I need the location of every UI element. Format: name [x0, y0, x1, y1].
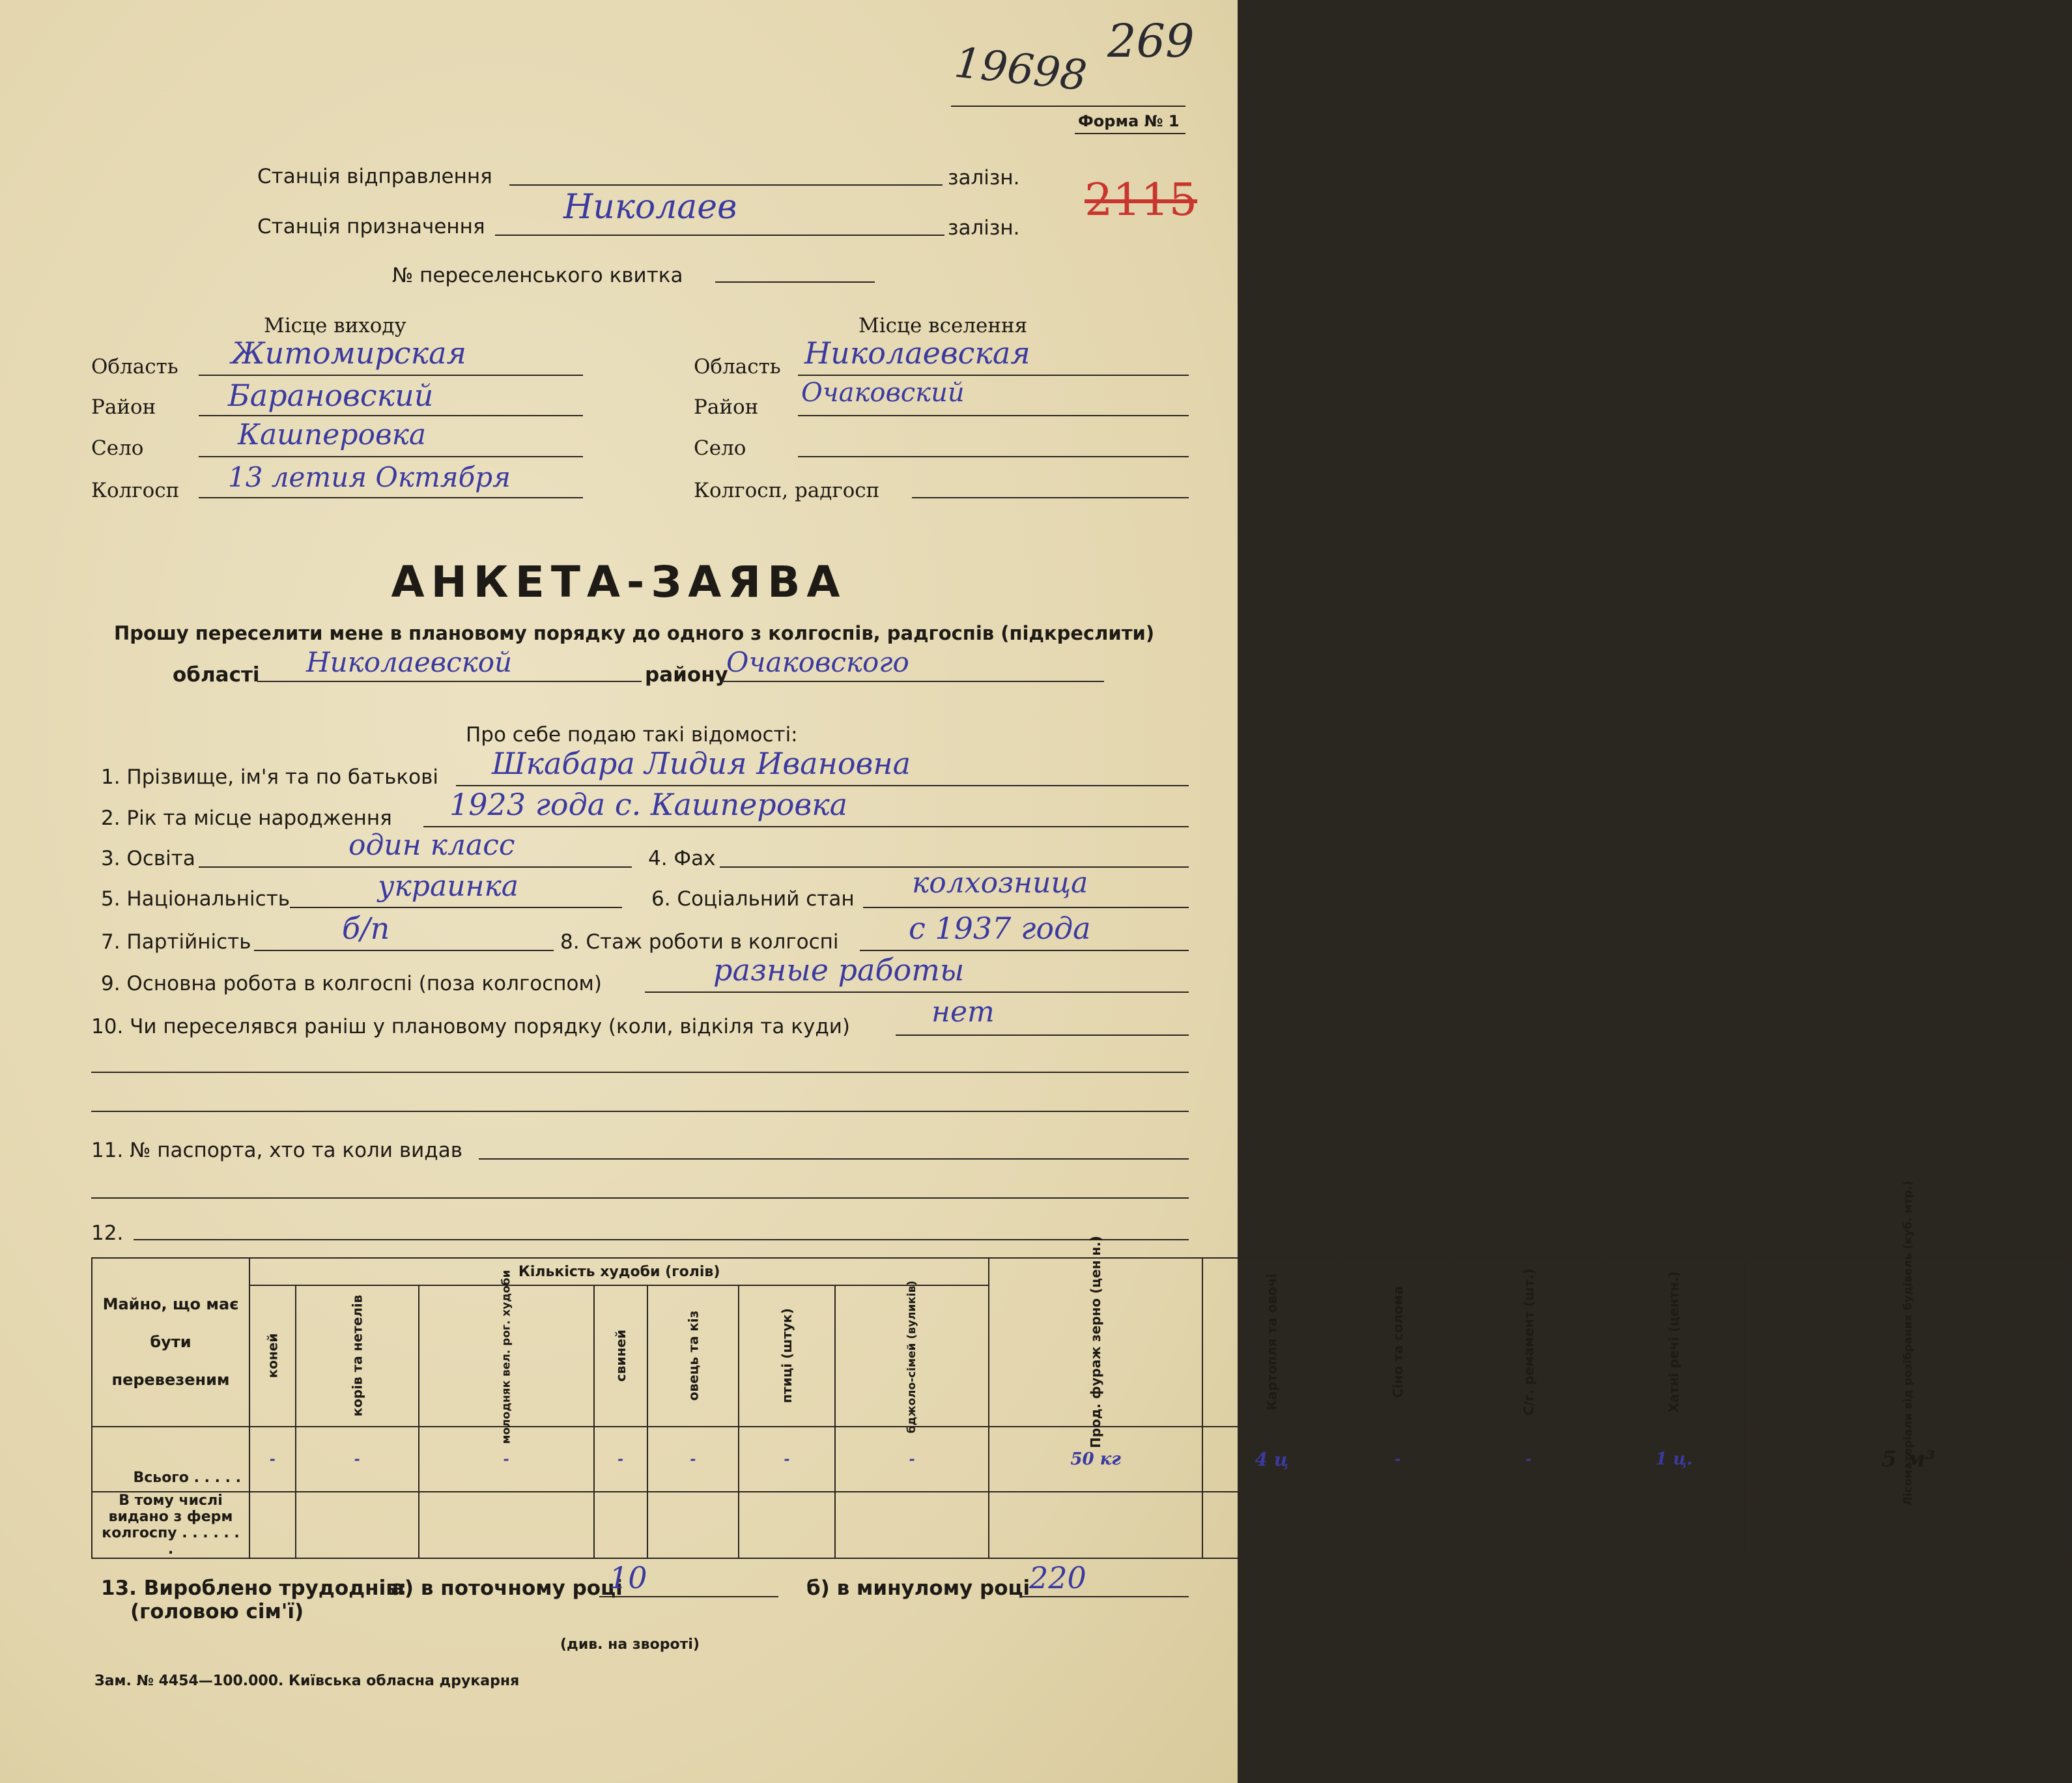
see-back-note: (див. на звороті)	[560, 1636, 700, 1653]
destination-railway-suffix: залізн.	[948, 216, 1020, 240]
field-3-value: один класс	[348, 829, 515, 862]
printer-note: Зам. № 4454—100.000. Київська обласна друкарня	[94, 1673, 520, 1689]
destination-oblast-label: Область	[694, 355, 781, 378]
total-cell: -	[1341, 1427, 1455, 1492]
field-9-label: 9. Основна робота в колгоспі (поза колгоспом)	[101, 972, 602, 995]
request-raion-value: Очаковского	[726, 646, 909, 678]
workdays-previous-line	[1019, 1596, 1189, 1597]
archive-underline	[951, 106, 1185, 107]
livestock-group-label: Кількість худоби (голів)	[518, 1263, 720, 1280]
destination-oblast-line	[798, 375, 1189, 376]
field-2-value: 1923 года с. Кашперовка	[449, 787, 848, 822]
origin-oblast-line	[199, 375, 583, 376]
origin-raion-line	[199, 415, 583, 416]
col-header-11: Хатні речі (центн.)	[1602, 1258, 1745, 1427]
origin-selo-label: Село	[91, 436, 144, 460]
field-3-line	[199, 866, 632, 868]
total-cell: 1 ц.	[1602, 1427, 1745, 1492]
field-11-label: 11. № паспорта, хто та коли видав	[91, 1139, 462, 1162]
destination-raion-value: Очаковский	[801, 378, 965, 408]
field-9-line	[645, 991, 1189, 993]
destination-kolhosp-label: Колгосп, радгосп	[694, 479, 880, 502]
request-oblast-value: Николаевской	[306, 646, 513, 678]
origin-oblast-label: Область	[91, 355, 178, 378]
row-farm-label: В тому числі видано з ферм колгоспу . . . . . . .	[92, 1492, 249, 1558]
intro-text: Про себе подаю такі відомості:	[466, 723, 798, 747]
field-7-line	[254, 950, 554, 951]
form-title: АНКЕТА-ЗАЯВА	[391, 557, 847, 607]
field-10-value: нет	[931, 995, 995, 1029]
field-5-line	[290, 907, 622, 908]
destination-raion-line	[798, 415, 1189, 416]
property-header-label: Майно, що має бути перевезеним	[102, 1294, 239, 1389]
total-cell: -	[594, 1427, 647, 1492]
destination-kolhosp-line	[912, 497, 1189, 498]
origin-kolhosp-line	[199, 497, 583, 498]
ticket-label: № переселенського квитка	[392, 264, 683, 287]
total-cell: 5 м³	[1745, 1427, 2071, 1492]
field-1-label: 1. Прізвище, ім'я та по батькові	[101, 765, 438, 789]
col-header-0: коней	[249, 1285, 296, 1427]
total-cell: -	[249, 1427, 296, 1492]
origin-selo-value: Кашперовка	[238, 418, 427, 451]
workdays-previous-value: 220	[1029, 1560, 1086, 1595]
destination-station-label: Станція призначення	[257, 215, 485, 238]
workdays-previous-label: б) в минулому році	[806, 1576, 1030, 1600]
col-header-10: С/г. ремамент (шт.)	[1455, 1258, 1603, 1427]
field-7-value: б/п	[342, 911, 390, 946]
col-header-4: овець та кіз	[647, 1285, 739, 1427]
destination-raion-label: Район	[694, 395, 759, 419]
destination-selo-label: Село	[694, 436, 746, 460]
field-10-line-2	[91, 1072, 1189, 1073]
departure-railway-suffix: залізн.	[948, 166, 1020, 190]
red-number: 2115	[1085, 175, 1198, 226]
request-oblast-line	[257, 681, 642, 682]
field-1-value: Шкабара Лидия Ивановна	[492, 746, 911, 781]
field-1-line	[456, 785, 1189, 786]
request-oblast-label: області	[173, 663, 260, 687]
col-header-7: Прод. фураж зерно (цен н.)	[989, 1258, 1202, 1427]
field-7-label: 7. Партійність	[101, 930, 251, 954]
destination-oblast-value: Николаевская	[804, 335, 1030, 371]
col-header-9: Сіно та солома	[1341, 1258, 1455, 1427]
field-5-label: 5. Національність	[101, 887, 291, 911]
origin-raion-value: Барановский	[228, 378, 434, 413]
workdays-current-label: а) в поточному році	[391, 1576, 623, 1600]
total-cell: -	[739, 1427, 835, 1492]
field-9-value: разные работы	[713, 952, 965, 988]
col-header-8: Картопля та овочі	[1202, 1258, 1341, 1427]
field-10-line-3	[91, 1111, 1189, 1112]
property-header	[92, 1258, 249, 1427]
field-8-line	[860, 950, 1189, 951]
page-number: 269	[1107, 14, 1195, 68]
total-cell: -	[296, 1427, 419, 1492]
field-2-label: 2. Рік та місце народження	[101, 806, 392, 830]
origin-raion-label: Район	[91, 395, 156, 419]
destination-heading: Місце вселення	[859, 314, 1028, 337]
livestock-group-header	[249, 1258, 989, 1285]
request-raion-label: району	[645, 663, 728, 687]
field-3-label: 3. Освіта	[101, 847, 195, 870]
destination-station-value: Николаев	[563, 188, 737, 227]
field-6-value: колхозница	[912, 866, 1088, 900]
request-raion-line	[720, 681, 1104, 682]
col-header-12: Лісоматеріали від розібраних будівель (куб. мтр.)	[1745, 1258, 2071, 1427]
origin-heading: Місце виходу	[264, 314, 406, 337]
field-11-line	[479, 1158, 1189, 1160]
destination-station-line	[495, 235, 944, 236]
workdays-current-value: 10	[609, 1560, 647, 1595]
field-5-value: украинка	[378, 870, 519, 903]
origin-selo-line	[199, 456, 583, 457]
form-label: Форма № 1	[1078, 112, 1180, 130]
departure-station-label: Станція відправлення	[257, 165, 492, 188]
total-cell: -	[835, 1427, 989, 1492]
ticket-line	[715, 281, 875, 283]
col-header-5: птиці (штук)	[739, 1285, 835, 1427]
total-cell: 50 кг	[989, 1427, 1202, 1492]
field-10-label: 10. Чи переселявся раніш у плановому порядку (коли, відкіля та куди)	[91, 1015, 850, 1038]
workdays-label: 13. Вироблено трудоднів:	[101, 1576, 407, 1600]
form-label-underline	[1075, 133, 1185, 134]
request-text: Прошу переселити мене в плановому порядку до одного з колгоспів, радгоспів (підкреслити)	[114, 622, 1155, 644]
workdays-sub-label: (головою сім'ї)	[130, 1600, 304, 1623]
col-header-6: бджоло-сімей (вуликів)	[835, 1285, 989, 1427]
archive-number: 19698	[952, 38, 1089, 101]
table-row-total	[92, 1427, 2071, 1492]
field-8-label: 8. Стаж роботи в колгоспі	[560, 930, 839, 954]
field-12-line	[134, 1239, 1189, 1240]
total-cell: -	[647, 1427, 739, 1492]
field-12-label: 12.	[91, 1221, 124, 1245]
departure-station-line	[509, 184, 943, 186]
table-row-farm	[92, 1492, 2071, 1558]
total-cell: 4 ц	[1202, 1427, 1341, 1492]
field-4-label: 4. Фах	[648, 847, 716, 870]
origin-kolhosp-value: 13 летия Октября	[228, 461, 511, 493]
row-total-label: Всього . . . . .	[92, 1427, 249, 1492]
col-header-3: свиней	[594, 1285, 647, 1427]
workdays-current-line	[599, 1596, 778, 1597]
col-header-2: молодняк вел. рог. худоби	[419, 1285, 594, 1427]
total-cell: -	[419, 1427, 594, 1492]
origin-kolhosp-label: Колгосп	[91, 479, 180, 502]
total-cell: -	[1455, 1427, 1603, 1492]
field-11-line-2	[91, 1197, 1189, 1199]
field-6-label: 6. Соціальний стан	[651, 887, 855, 911]
field-6-line	[863, 907, 1189, 908]
field-10-line	[896, 1034, 1189, 1036]
field-2-line	[423, 826, 1189, 827]
field-8-value: с 1937 года	[909, 911, 1091, 946]
origin-oblast-value: Житомирская	[231, 335, 466, 371]
col-header-1: корів та нетелів	[296, 1285, 419, 1427]
destination-selo-line	[798, 456, 1189, 457]
